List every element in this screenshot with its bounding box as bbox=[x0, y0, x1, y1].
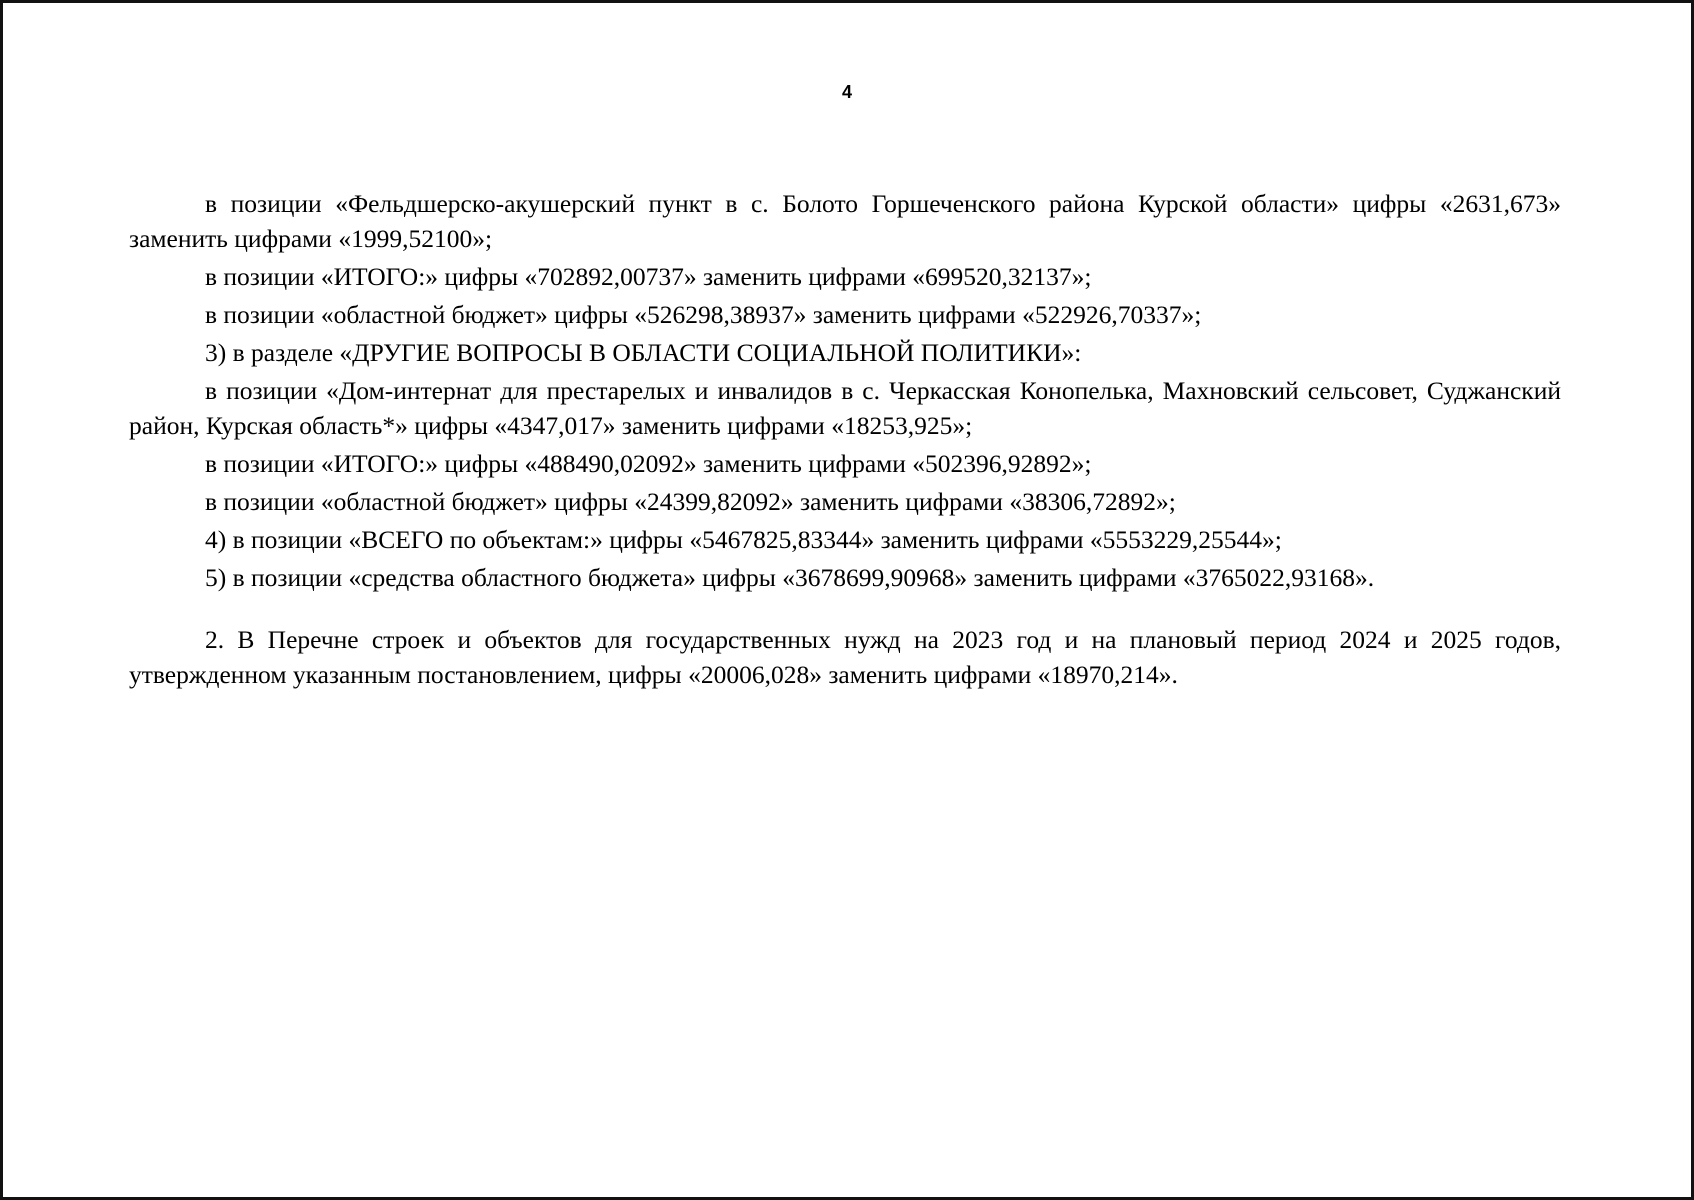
page-number: 4 bbox=[841, 82, 852, 102]
paragraph-regional-budget-2: в позиции «областной бюджет» цифры «24399,82092» заменить цифрами «38306,72892»; bbox=[205, 487, 1176, 516]
paragraph-itogo-2: в позиции «ИТОГО:» цифры «488490,02092» заменить цифрами «502396,92892»; bbox=[205, 449, 1092, 478]
paragraph-item-4: 4) в позиции «ВСЕГО по объектам:» цифры «5467825,83344» заменить цифрами «5553229,25544»; bbox=[205, 525, 1282, 554]
paragraph-nursing-home: в позиции «Дом-интернат для престарелых и инвалидов в с. Черкасская Конопелька, Махновский сельсовет, Суджанский район, Курская область*» цифры «4347,017» заменить цифрами «18253,925»; bbox=[129, 376, 1561, 440]
paragraph-point-2: 2. В Перечне строек и объектов для государственных нужд на 2023 год и на плановый период 2024 и 2025 годов, утвержденном указанным постановлением, цифры «20006,028» заменить цифрами «18970,214». bbox=[129, 625, 1561, 689]
paragraph-item-5: 5) в позиции «средства областного бюджета» цифры «3678699,90968» заменить цифрами «3765022,93168». bbox=[205, 563, 1375, 592]
document-body bbox=[129, 186, 1561, 695]
paragraph-section-3: 3) в разделе «ДРУГИЕ ВОПРОСЫ В ОБЛАСТИ СОЦИАЛЬНОЙ ПОЛИТИКИ»: bbox=[205, 338, 1082, 367]
paragraph-itogo-1: в позиции «ИТОГО:» цифры «702892,00737» заменить цифрами «699520,32137»; bbox=[205, 262, 1092, 291]
paragraph-regional-budget-1: в позиции «областной бюджет» цифры «526298,38937» заменить цифрами «522926,70337»; bbox=[205, 300, 1202, 329]
paragraph-feldsher-point: в позиции «Фельдшерско-акушерский пункт в с. Болото Горшеченского района Курской области» цифры «2631,673» заменить цифрами «1999,52100»; bbox=[129, 189, 1561, 253]
